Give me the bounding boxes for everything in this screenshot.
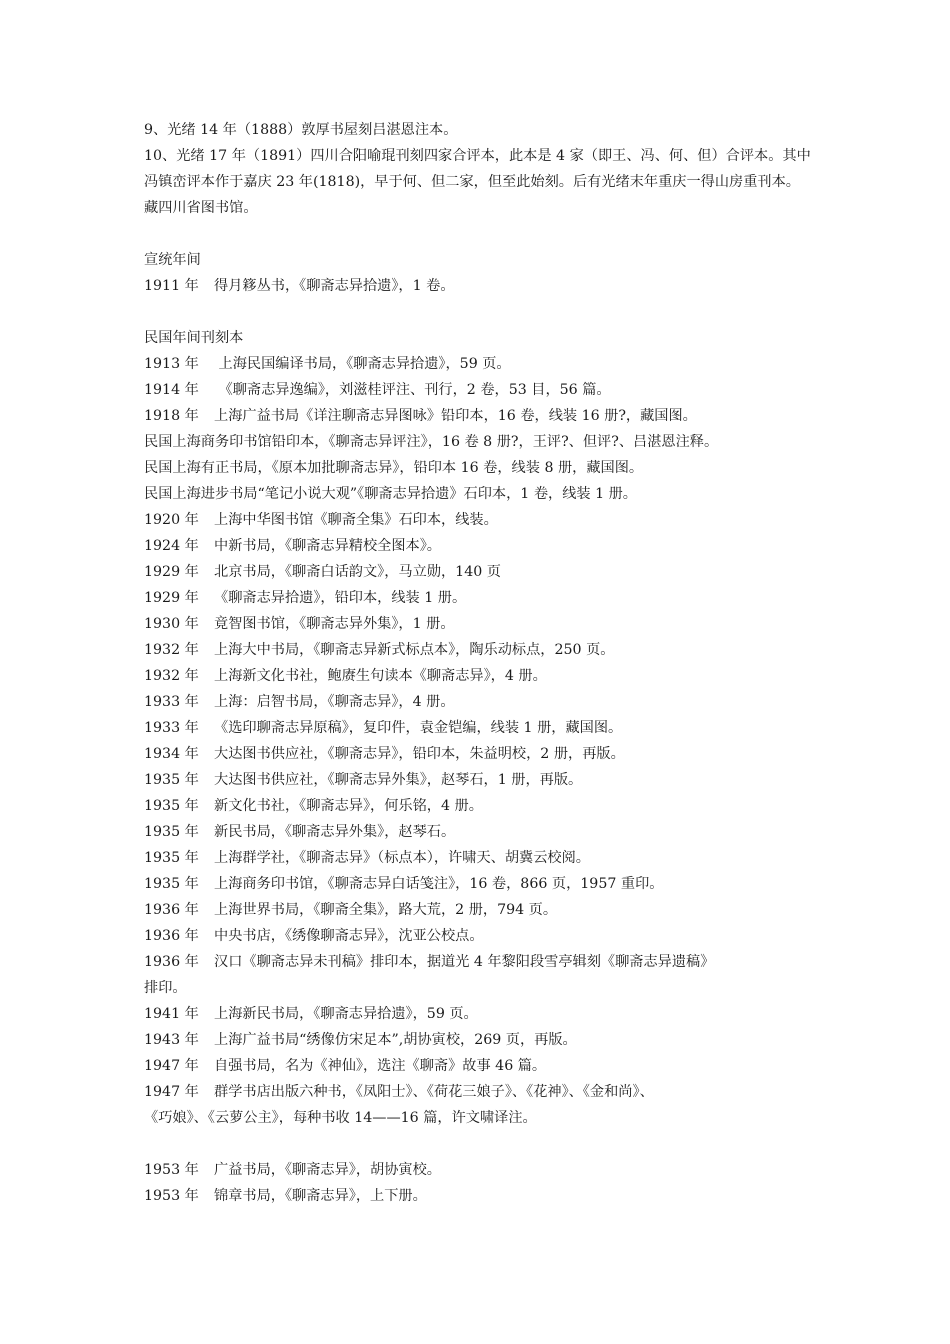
entry-text: 《聊斋志异拾遗》，铅印本，线装 1 册。: [214, 590, 467, 606]
entry-text: 民国上海商务印书馆铅印本，《聊斋志异评注》，16 卷 8 册?，王评?、但评?、吕湛恩注释。: [144, 434, 719, 450]
text-line: [144, 455, 814, 481]
entry-year: 1920 年: [144, 512, 199, 528]
entry-text: 广益书局，《聊斋志异》，胡协寅校。: [214, 1162, 441, 1178]
entry-line: [144, 845, 814, 871]
entry-year: 1913 年: [144, 356, 199, 372]
entry-text: 上海世界书局，《聊斋全集》，路大荒，2 册，794 页。: [214, 902, 558, 918]
entry-line: [144, 741, 814, 767]
entry-year: 1935 年: [144, 798, 199, 814]
entry-text: 上海大中书局，《聊斋志异新式标点本》，陶乐动标点，250 页。: [214, 642, 615, 658]
entry-year: 1918 年: [144, 408, 199, 424]
text-line: [144, 975, 814, 1001]
document-body: [144, 117, 814, 1209]
entry-line: [144, 1001, 814, 1027]
entry-line: [144, 1053, 814, 1079]
entry-year: 1935 年: [144, 876, 199, 892]
entry-text: 民国上海进步书局“笔记小说大观”《聊斋志异拾遗》石印本，1 卷，线装 1 册。: [144, 486, 637, 502]
entry-year: 1929 年: [144, 564, 199, 580]
entry-line: [144, 533, 814, 559]
entry-line: [144, 403, 814, 429]
entry-line: [144, 767, 814, 793]
entry-text: 上海中华图书馆《聊斋全集》石印本，线装。: [214, 512, 498, 528]
entry-text: 《聊斋志异逸编》，刘滋桂评注、刊行，2 卷，53 目，56 篇。: [214, 382, 611, 398]
entry-year: 1936 年: [144, 954, 199, 970]
entry-line: [144, 585, 814, 611]
entry-year: 1941 年: [144, 1006, 199, 1022]
entry-year: 1935 年: [144, 772, 199, 788]
entry-year: 1935 年: [144, 850, 199, 866]
entry-text: 锦章书局，《聊斋志异》，上下册。: [214, 1188, 427, 1204]
entry-text: 9、光绪 14 年（1888）敦厚书屋刻吕湛恩注本。: [144, 122, 458, 138]
entry-line: [144, 377, 814, 403]
entry-year: 1936 年: [144, 928, 199, 944]
entry-line: [144, 793, 814, 819]
entry-text: 大达图书供应社，《聊斋志异外集》，赵琴石，1 册，再版。: [214, 772, 583, 788]
entry-year: 1953 年: [144, 1188, 199, 1204]
entry-year: 1933 年: [144, 720, 199, 736]
entry-line: [144, 689, 814, 715]
entry-year: 1936 年: [144, 902, 199, 918]
entry-text: 群学书店出版六种书，《凤阳士》、《荷花三娘子》、《花神》、《金和尚》、: [214, 1084, 654, 1100]
entry-year: 1930 年: [144, 616, 199, 632]
text-line: [144, 117, 814, 143]
entry-text: 得月簃丛书，《聊斋志异拾遗》，1 卷。: [214, 278, 455, 294]
entry-text: 中央书店，《绣像聊斋志异》，沈亚公校点。: [214, 928, 484, 944]
text-line: [144, 429, 814, 455]
entry-year: 1953 年: [144, 1162, 199, 1178]
text-line: [144, 325, 814, 351]
entry-text: 《巧娘》、《云萝公主》，每种书收 14——16 篇，许文啸译注。: [144, 1110, 537, 1126]
entry-year: 1914 年: [144, 382, 199, 398]
entry-line: [144, 871, 814, 897]
blank-line: [144, 1131, 814, 1157]
entry-line: [144, 1027, 814, 1053]
entry-year: 1911 年: [144, 278, 199, 294]
entry-text: 10、光绪 17 年（1891）四川合阳喻琨刊刻四家合评本，此本是 4 家（即王、冯、何、但）合评本。其中冯镇峦评本作于嘉庆 23 年(1818)，早于何、但二家，但至此始刻。后有光绪末年重庆一得山房重刊本。藏四川省图书馆。: [144, 148, 811, 216]
entry-line: [144, 273, 814, 299]
entry-text: 上海民国编译书局，《聊斋志异拾遗》，59 页。: [214, 356, 511, 372]
entry-line: [144, 1183, 814, 1209]
entry-text: 竟智图书馆，《聊斋志异外集》，1 册。: [214, 616, 455, 632]
entry-line: [144, 637, 814, 663]
entry-text: 上海广益书局“绣像仿宋足本”,胡协寅校，269 页，再版。: [214, 1032, 577, 1048]
entry-line: [144, 1157, 814, 1183]
entry-text: 排印。: [144, 980, 187, 996]
blank-line: [144, 299, 814, 325]
entry-line: [144, 715, 814, 741]
entry-text: 大达图书供应社，《聊斋志异》，铅印本，朱益明校，2 册，再版。: [214, 746, 625, 762]
text-line: [144, 1105, 814, 1131]
entry-text: 上海商务印书馆，《聊斋志异白话笺注》，16 卷，866 页，1957 重印。: [214, 876, 664, 892]
blank-line: [144, 221, 814, 247]
entry-line: [144, 611, 814, 637]
entry-line: [144, 559, 814, 585]
entry-text: 民国上海有正书局，《原本加批聊斋志异》，铅印本 16 卷，线装 8 册，藏国图。: [144, 460, 644, 476]
entry-line: [144, 949, 814, 975]
entry-year: 1924 年: [144, 538, 199, 554]
entry-line: [144, 1079, 814, 1105]
entry-text: 中新书局，《聊斋志异精校全图本》。: [214, 538, 441, 554]
entry-year: 1947 年: [144, 1058, 199, 1074]
entry-text: 《选印聊斋志异原稿》，复印件，袁金铠编，线装 1 册，藏国图。: [214, 720, 623, 736]
entry-text: 上海广益书局《详注聊斋志异图咏》铅印本，16 卷，线装 16 册?，藏国图。: [214, 408, 697, 424]
entry-year: 1929 年: [144, 590, 199, 606]
text-line: [144, 247, 814, 273]
entry-text: 上海新文化书社，鲍赓生句读本《聊斋志异》，4 册。: [214, 668, 547, 684]
entry-line: [144, 507, 814, 533]
entry-text: 上海：启智书局，《聊斋志异》，4 册。: [214, 694, 455, 710]
entry-text: 新民书局，《聊斋志异外集》，赵琴石。: [214, 824, 456, 840]
entry-year: 1943 年: [144, 1032, 199, 1048]
entry-text: 上海新民书局，《聊斋志异拾遗》，59 页。: [214, 1006, 478, 1022]
entry-line: [144, 923, 814, 949]
entry-text: 汉口《聊斋志异未刊稿》排印本，据道光 4 年黎阳段雪亭辑刻《聊斋志异遗稿》: [214, 954, 715, 970]
entry-text: 民国年间刊刻本: [144, 330, 244, 346]
entry-line: [144, 897, 814, 923]
entry-text: 上海群学社，《聊斋志异》（标点本），许啸天、胡冀云校阅。: [214, 850, 590, 866]
paragraph: [144, 143, 814, 221]
entry-text: 宣统年间: [144, 252, 201, 268]
entry-year: 1933 年: [144, 694, 199, 710]
entry-text: 北京书局，《聊斋白话韵文》，马立勋，140 页: [214, 564, 501, 580]
entry-line: [144, 819, 814, 845]
entry-year: 1947 年: [144, 1084, 199, 1100]
text-line: [144, 481, 814, 507]
entry-year: 1935 年: [144, 824, 199, 840]
entry-text: 自强书局，名为《神仙》，选注《聊斋》故事 46 篇。: [214, 1058, 547, 1074]
entry-line: [144, 663, 814, 689]
entry-year: 1932 年: [144, 668, 199, 684]
entry-text: 新文化书社，《聊斋志异》，何乐铭，4 册。: [214, 798, 483, 814]
entry-year: 1932 年: [144, 642, 199, 658]
entry-line: [144, 351, 814, 377]
entry-year: 1934 年: [144, 746, 199, 762]
